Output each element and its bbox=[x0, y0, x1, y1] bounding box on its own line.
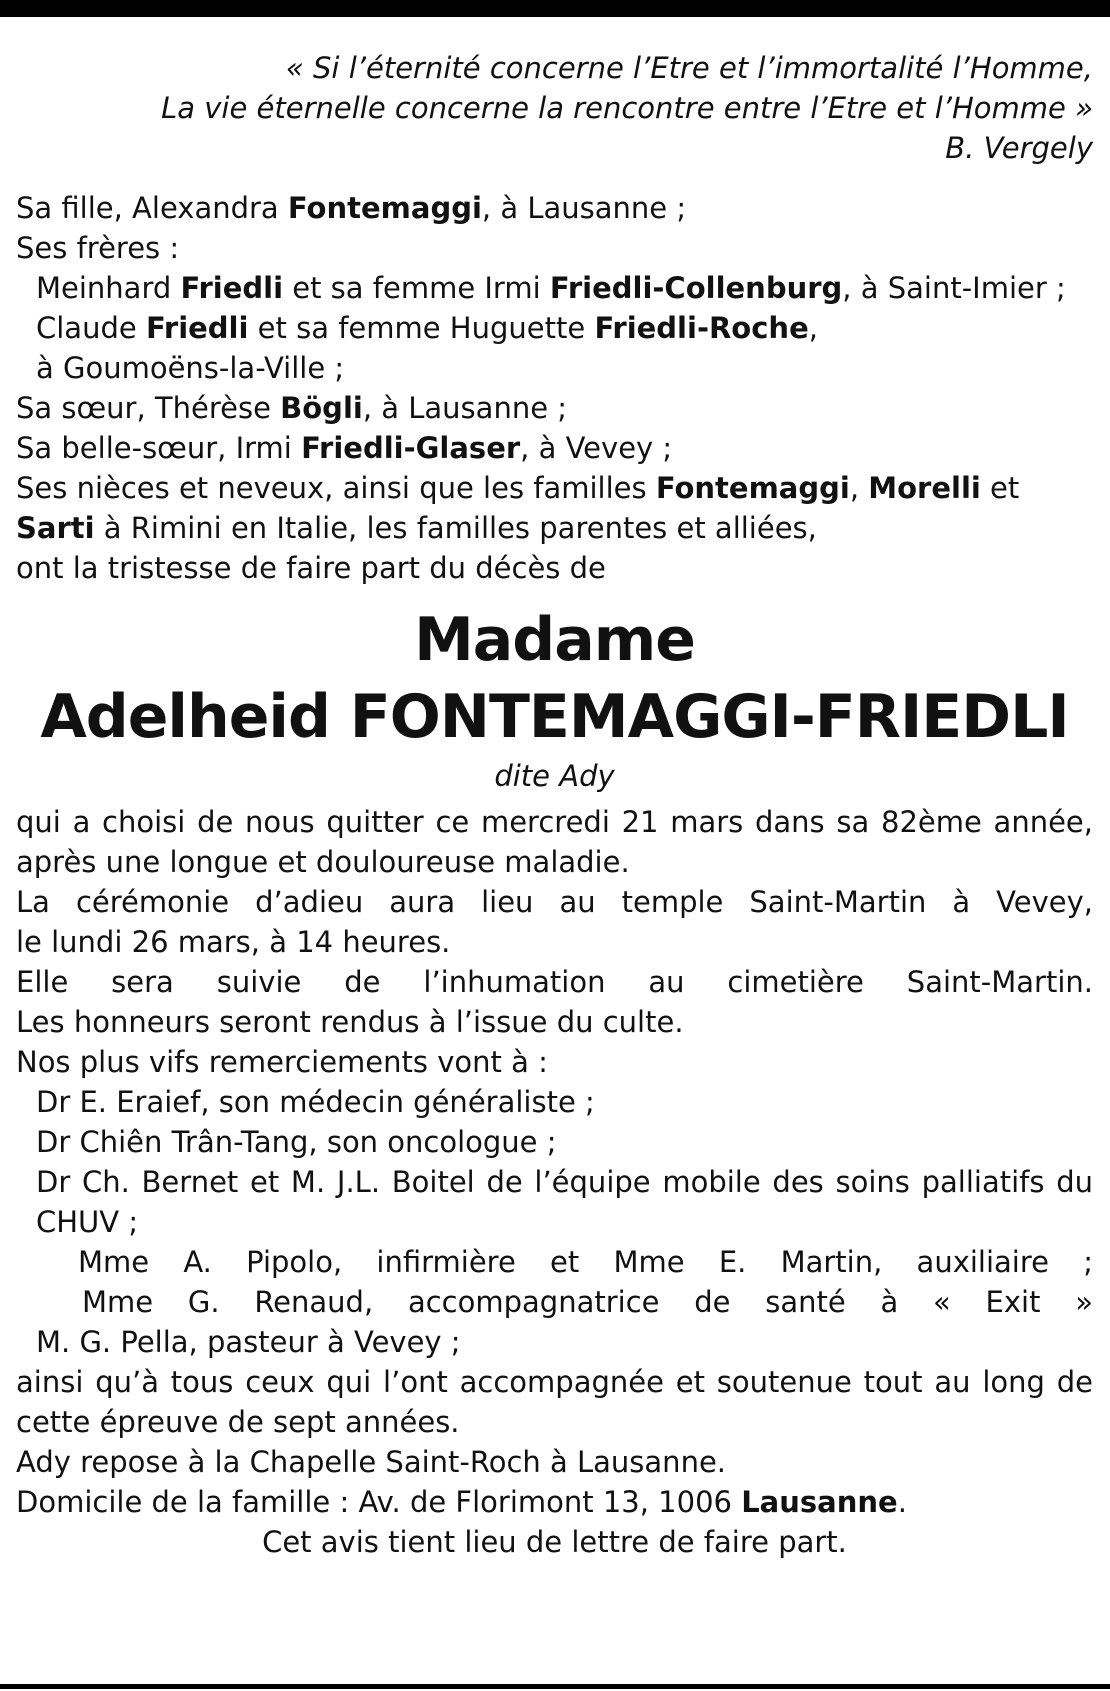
text: . bbox=[897, 1485, 907, 1519]
body-line: La cérémonie d’adieu aura lieu au temple Saint-Martin à Vevey, bbox=[16, 885, 1093, 919]
thanks-line: M. G. Pella, pasteur à Vevey ; bbox=[36, 1325, 461, 1359]
text: Sa fille, Alexandra bbox=[16, 191, 288, 225]
text: , à Saint-Imier ; bbox=[842, 271, 1066, 305]
family-line bbox=[16, 268, 1093, 308]
body-line: après une longue et douloureuse maladie. bbox=[16, 845, 630, 879]
text: Claude bbox=[36, 311, 146, 345]
deceased-name: Adelheid FONTEMAGGI-FRIEDLI bbox=[40, 682, 1069, 752]
surname: Fontemaggi bbox=[655, 471, 850, 505]
body-line: ainsi qu’à tous ceux qui l’ont accompagnée et soutenue tout au long de bbox=[16, 1365, 1093, 1399]
text: , bbox=[808, 311, 818, 345]
body-line: le lundi 26 mars, à 14 heures. bbox=[16, 925, 451, 959]
text: , bbox=[849, 471, 869, 505]
text: Sa sœur, Thérèse bbox=[16, 391, 281, 425]
family-line bbox=[16, 388, 1093, 428]
family-line bbox=[16, 468, 1093, 508]
text: et sa femme Huguette bbox=[248, 311, 595, 345]
text: à Rimini en Italie, les familles parentes et alliées, bbox=[94, 511, 817, 545]
thanks-line: Dr E. Eraief, son médecin généraliste ; bbox=[36, 1085, 595, 1119]
thanks-line: Mme A. Pipolo, infirmière et Mme E. Martin, auxiliaire ; bbox=[78, 1245, 1093, 1279]
body-line: qui a choisi de nous quitter ce mercredi 21 mars dans sa 82ème année, bbox=[16, 805, 1093, 839]
closing-note: Cet avis tient lieu de lettre de faire part. bbox=[262, 1525, 847, 1559]
city: Lausanne bbox=[741, 1485, 898, 1519]
family-list bbox=[16, 188, 1093, 588]
surname: Friedli bbox=[180, 271, 284, 305]
thanks-line: Dr Ch. Bernet et M. J.L. Boitel de l’équipe mobile des soins palliatifs du bbox=[36, 1165, 1093, 1199]
thanks-line: Dr Chiên Trân-Tang, son oncologue ; bbox=[36, 1125, 557, 1159]
epigraph bbox=[16, 48, 1093, 168]
surname: Morelli bbox=[868, 471, 981, 505]
epigraph-line-1: « Si l’éternité concerne l’Etre et l’immortalité l’Homme, bbox=[285, 51, 1093, 85]
body-line: Ady repose à la Chapelle Saint-Roch à Lausanne. bbox=[16, 1445, 727, 1479]
family-address bbox=[16, 1482, 1093, 1522]
surname: Friedli-Glaser bbox=[301, 431, 521, 465]
family-line: ont la tristesse de faire part du décès de bbox=[16, 551, 606, 585]
family-line bbox=[16, 308, 1093, 348]
family-line: Ses frères : bbox=[16, 231, 180, 265]
epigraph-author: B. Vergely bbox=[945, 131, 1093, 165]
family-line bbox=[16, 188, 1093, 228]
body-line: Les honneurs seront rendus à l’issue du culte. bbox=[16, 1005, 684, 1039]
epigraph-line-2: La vie éternelle concerne la rencontre entre l’Etre et l’Homme » bbox=[161, 91, 1093, 125]
deceased-title: Madame bbox=[414, 605, 695, 675]
surname: Friedli-Roche bbox=[594, 311, 809, 345]
text: , à Lausanne ; bbox=[481, 191, 687, 225]
text: Ses nièces et neveux, ainsi que les familles bbox=[16, 471, 656, 505]
surname: Bögli bbox=[280, 391, 363, 425]
body-line: cette épreuve de sept années. bbox=[16, 1405, 460, 1439]
surname: Friedli bbox=[145, 311, 249, 345]
deceased-name-block bbox=[16, 600, 1093, 754]
text: et bbox=[980, 471, 1020, 505]
family-line bbox=[16, 428, 1093, 468]
announcement-body bbox=[16, 802, 1093, 1562]
surname: Fontemaggi bbox=[287, 191, 482, 225]
text: Meinhard bbox=[36, 271, 181, 305]
family-line bbox=[16, 508, 1093, 548]
bottom-border bbox=[0, 1684, 1110, 1689]
text: , à Vevey ; bbox=[520, 431, 673, 465]
text: , à Lausanne ; bbox=[362, 391, 568, 425]
family-line: à Goumoëns-la-Ville ; bbox=[36, 351, 345, 385]
surname: Friedli-Collenburg bbox=[549, 271, 843, 305]
body-line: Elle sera suivie de l’inhumation au cimetière Saint-Martin. bbox=[16, 965, 1093, 999]
text: et sa femme Irmi bbox=[283, 271, 550, 305]
surname: Sarti bbox=[16, 511, 95, 545]
obituary-notice bbox=[16, 48, 1093, 1562]
top-border bbox=[0, 0, 1110, 17]
text: Domicile de la famille : Av. de Florimont 13, 1006 bbox=[16, 1485, 742, 1519]
thanks-line: CHUV ; bbox=[36, 1205, 139, 1239]
body-line: Nos plus vifs remerciements vont à : bbox=[16, 1045, 548, 1079]
deceased-nickname: dite Ady bbox=[494, 759, 615, 793]
thanks-line: Mme G. Renaud, accompagnatrice de santé à « Exit » bbox=[82, 1285, 1093, 1319]
text: Sa belle-sœur, Irmi bbox=[16, 431, 302, 465]
